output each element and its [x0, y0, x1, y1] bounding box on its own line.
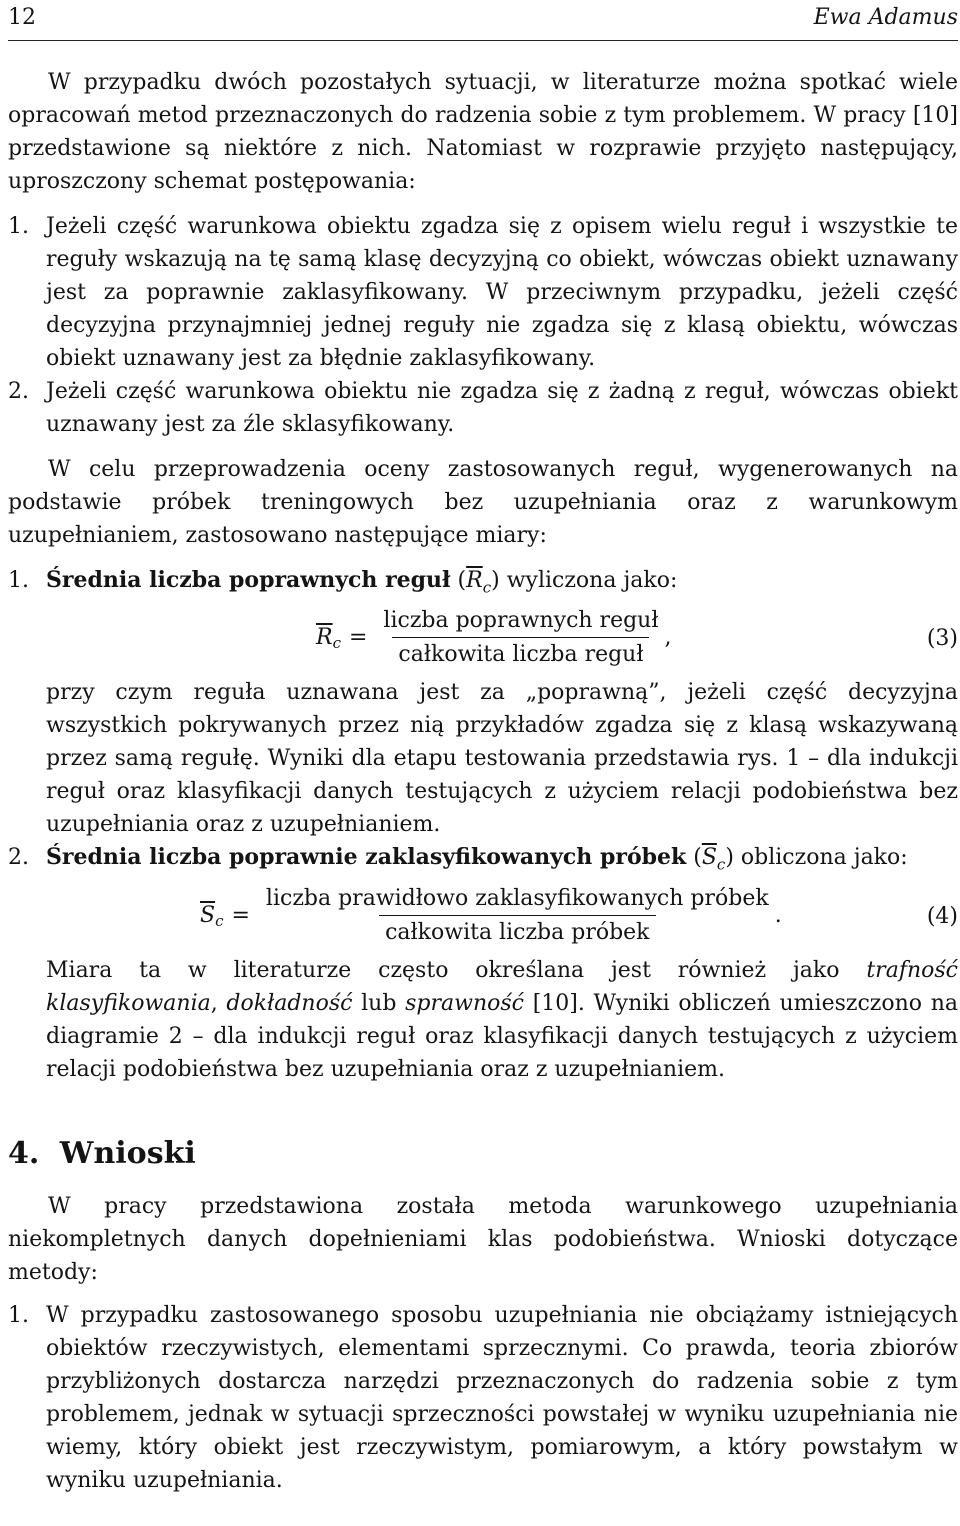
- measure-1: [8, 564, 958, 604]
- fraction-numerator: liczba prawidłowo zaklasyfikowanych próbek: [265, 885, 769, 911]
- symbol-close-paren: ): [725, 845, 734, 871]
- separator: lub: [361, 990, 397, 1016]
- eq-trailing: ,: [664, 625, 672, 651]
- fraction-denominator: całkowita liczba reguł: [392, 637, 649, 671]
- eq-lhs: $\overline{R}$: [316, 625, 333, 651]
- header-rule: [8, 40, 958, 41]
- measure-2-body: [8, 954, 958, 1086]
- list-number: 2.: [8, 845, 29, 871]
- section-number: 4.: [8, 1135, 40, 1171]
- list-text: W przypadku zastosowanego sposobu uzupełniania nie obciążamy istniejących obiektów rzeczywistych, elementami sprzecznymi. Co prawda, teoria zbiorów przybliżonych dostarcza narzędzi przeznaczonych do radzenia sobie z tym problemem, jednak w sytuacji sprzeczności powstałej w wyniku uzupełniania nie wiemy, który obiekt jest rzeczywistym, pomiarowym, a który powstałym w wyniku uzupełniania.: [46, 1302, 958, 1493]
- eq-equals: =: [348, 625, 368, 651]
- equation-number: (3): [926, 626, 958, 652]
- measure-body-part: [10]. Wyniki obliczeń umieszczono na diagramie 2 – dla indukcji reguł oraz klasyfikacji danych testujących z użyciem relacji podobieństwa bez uzupełniania oraz z uzupełnianiem.: [46, 990, 959, 1082]
- separator: ,: [210, 990, 218, 1016]
- measures-intro-paragraph: W celu przeprowadzenia oceny zastosowanych reguł, wygenerowanych na podstawie próbek treningowych bez uzupełniania oraz z warunkowym uzupełnianiem, zastosowano następujące miary:: [8, 457, 958, 548]
- list-number: 1.: [8, 1302, 29, 1328]
- running-header: [8, 0, 958, 32]
- term-accuracy: trafność klasyfikowania: [46, 957, 958, 1016]
- eq-equals: =: [231, 902, 250, 928]
- equation-4: [8, 882, 958, 954]
- list-text: Jeżeli część warunkowa obiektu nie zgadza się z żadną z reguł, wówczas obiekt uznawany jest za źle sklasyfikowany.: [46, 379, 958, 437]
- list-text: Jeżeli część warunkowa obiektu zgadza się z opisem wielu reguł i wszystkie te reguły wskazują na tę samą klasę decyzyjną co obiekt, wówczas obiekt uznawany jest za poprawnie zaklasyfikowany. W przeciwnym przypadku, jeżeli część decyzyjna przynajmniej jednej reguły nie zgadza się z klasą obiektu, wówczas obiekt uznawany jest za błędnie zaklasyfikowany.: [46, 214, 958, 371]
- section-title: Wnioski: [59, 1135, 196, 1171]
- measure-body-part: Miara ta w literaturze często określana jest również jako: [46, 957, 840, 983]
- symbol-r: $\overline{R}$: [466, 568, 483, 593]
- symbol-open-paren: (: [693, 845, 702, 871]
- symbol-open-paren: (: [457, 568, 467, 593]
- symbol-s: $\overline{S}$: [701, 845, 717, 871]
- equation-3: [8, 604, 958, 676]
- schema-item-1: [8, 210, 958, 375]
- page-number: 12: [8, 5, 36, 30]
- measure-after: wyliczona jako:: [506, 568, 678, 593]
- document-page: [8, 0, 958, 1497]
- section-heading: [8, 1134, 958, 1174]
- list-number: 1.: [8, 214, 29, 239]
- fraction: [377, 604, 664, 671]
- equation-number: (4): [926, 903, 958, 929]
- eq-lhs-sub: c: [215, 911, 224, 930]
- intro-paragraph: W przypadku dwóch pozostałych sytuacji, w literaturze można spotkać wiele opracowań metod przeznaczonych do radzenia sobie z tym problemem. W pracy [10] przedstawione są niektóre z nich. Natomiast w rozprawie przyjęto następujący, uproszczony schemat postępowania:: [8, 70, 958, 194]
- symbol-sub: c: [716, 855, 726, 874]
- symbol-close-paren: ): [491, 568, 500, 593]
- measure-2: [8, 841, 958, 881]
- conclusions-intro-paragraph: W pracy przedstawiona została metoda warunkowego uzupełniania niekompletnych danych dopełnieniami klas podobieństwa. Wnioski dotyczące metody:: [8, 1193, 958, 1285]
- symbol-sub: c: [482, 578, 492, 597]
- list-number: 1.: [8, 568, 29, 593]
- measure-body: przy czym reguła uznawana jest za „poprawną”, jeżeli część decyzyjna wszystkich pokrywanych przez nią przykładów zgadza się z klasą wskazywaną przez samą regułę. Wyniki dla etapu testowania przedstawia rys. 1 – dla indukcji reguł oraz klasyfikacji danych testujących z użyciem relacji podobieństwa bez uzupełniania oraz z uzupełnianiem.: [46, 680, 958, 838]
- running-author: Ewa Adamus: [813, 5, 958, 30]
- eq-trailing: .: [774, 902, 782, 928]
- measure-after: obliczona jako:: [740, 845, 908, 871]
- fraction-numerator: liczba poprawnych reguł: [383, 608, 659, 634]
- measure-title: Średnia liczba poprawnych reguł: [46, 567, 451, 593]
- eq-lhs: $\overline{S}$: [200, 902, 216, 928]
- eq-lhs-sub: c: [332, 634, 341, 653]
- term-precision: dokładność: [226, 990, 353, 1016]
- list-number: 2.: [8, 379, 29, 404]
- measure-1-body: [8, 676, 958, 841]
- schema-item-2: [8, 375, 958, 441]
- measure-title: Średnia liczba poprawnie zaklasyfikowanych próbek: [46, 844, 687, 871]
- fraction-denominator: całkowita liczba próbek: [379, 915, 655, 949]
- fraction: [260, 882, 775, 949]
- term-efficiency: sprawność: [405, 990, 524, 1016]
- conclusion-item-1: [8, 1299, 958, 1497]
